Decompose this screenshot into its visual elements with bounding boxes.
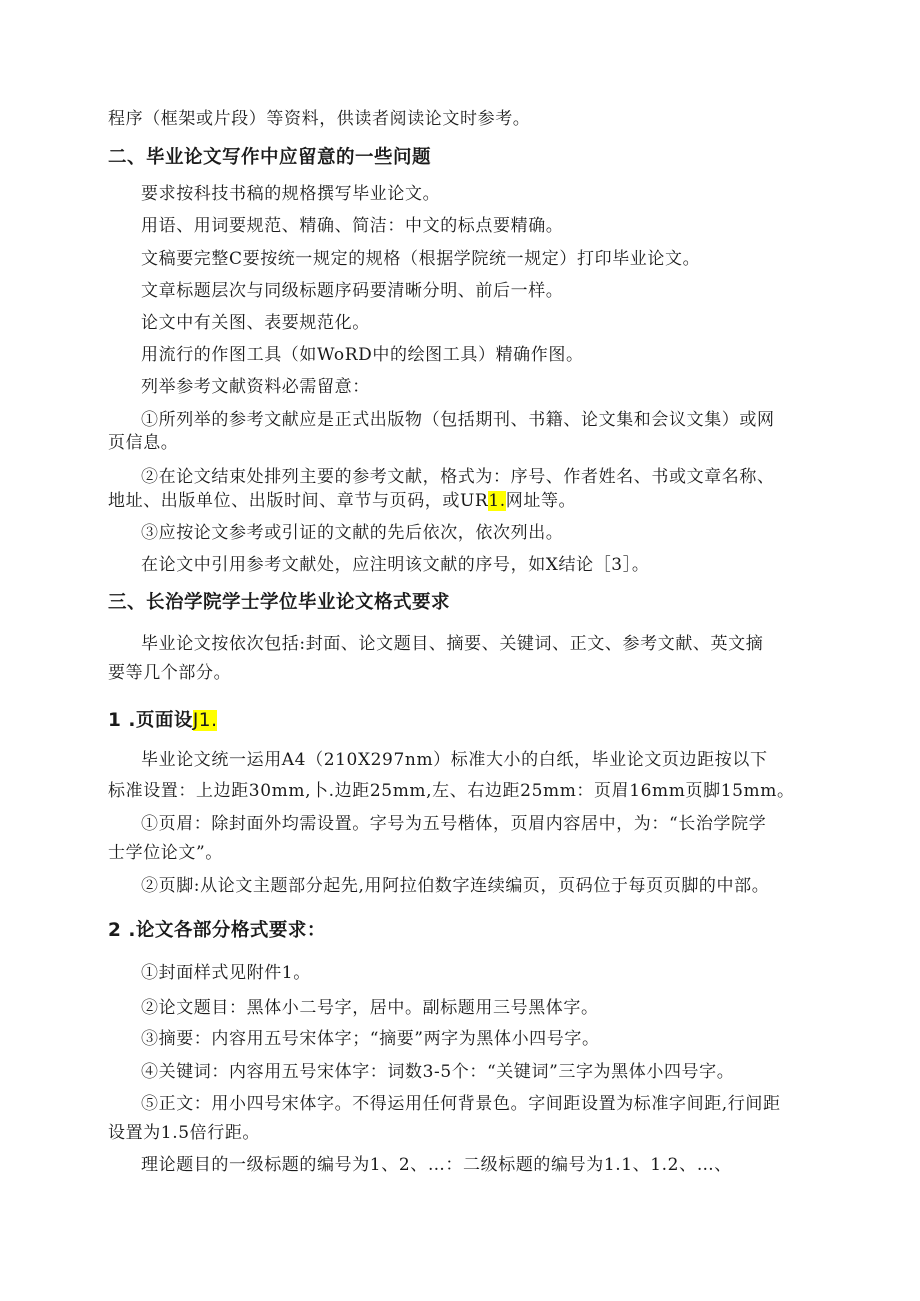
body-text-line: 理论题目的一级标题的编号为1、2、…：二级标题的编号为1.1、1.2、…、 (141, 1155, 732, 1175)
subsection-heading-2: 2 .论文各部分格式要求： (108, 920, 326, 941)
section-heading-3: 三、长治学院学士学位毕业论文格式要求 (108, 592, 451, 613)
body-text-line: ①页眉：除封面外均需设置。字号为五号楷体，页眉内容居中，为：“长治学院学 (141, 814, 767, 834)
body-text-line: ③摘要：内容用五号宋体字；“摘要”两字为黑体小四号字。 (141, 1029, 600, 1049)
body-text-line (108, 490, 576, 512)
body-text-line: 文稿要完整C要按统一规定的规格（根据学院统一规定）打印毕业论文。 (141, 249, 701, 269)
body-text-line: 设置为1.5倍行距。 (108, 1123, 261, 1143)
body-text-line: 在论文中引用参考文献处，应注明该文献的序号，如X结论［3］。 (141, 555, 650, 575)
body-text-line: 程序（框架或片段）等资料，供读者阅读论文时参考。 (108, 109, 531, 129)
body-text-line: ⑤正文：用小四号宋体字。不得运用任何背景色。字间距设置为标准字间距,行间距 (141, 1094, 781, 1114)
body-text-line: ①所列举的参考文献应是正式出版物（包括期刊、书籍、论文集和会议文集）或网 (141, 410, 775, 430)
section-heading-2: 二、毕业论文写作中应留意的一些问题 (108, 147, 432, 168)
body-text-line: 列举参考文献资料必需留意： (141, 377, 370, 397)
body-text-line: ②在论文结束处排列主要的参考文献，格式为：序号、作者姓名、书或文章名称、 (141, 467, 775, 487)
body-text-line: 要等几个部分。 (108, 663, 232, 683)
body-text-line: ③应按论文参考或引证的文献的先后依次，依次列出。 (141, 523, 564, 543)
body-text-line: 要求按科技书稿的规格撰写毕业论文。 (141, 184, 441, 204)
highlighted-text: 1. (488, 491, 506, 511)
body-text-line: ②页脚:从论文主题部分起先,用阿拉伯数字连续编页，页码位于每页页脚的中部。 (141, 876, 770, 896)
body-text-line: 用语、用词要规范、精确、简洁：中文的标点要精确。 (141, 216, 564, 236)
body-text-line: 毕业论文按依次包括:封面、论文题目、摘要、关键词、正文、参考文献、英文摘 (141, 634, 764, 654)
body-text-line: ①封面样式见附件1。 (141, 963, 311, 983)
body-text-line: ②论文题目：黑体小二号字，居中。副标题用三号黑体字。 (141, 998, 599, 1018)
body-text-segment: 地址、出版单位、出版时间、章节与页码，或UR (108, 491, 489, 511)
body-text-segment: 网址等。 (505, 491, 577, 511)
body-text-line: 页信息。 (108, 433, 179, 453)
body-text-line: 士学位论文”。 (108, 843, 223, 863)
body-text-line: 标准设置：上边距30mm,卜.边距25mm,左、右边距25mm：页眉16mm页脚15mm。 (108, 781, 795, 801)
highlighted-text: J1. (192, 710, 218, 731)
body-text-line: 文章标题层次与同级标题序码要清晰分明、前后一样。 (141, 281, 564, 301)
body-text-line: 毕业论文统一运用A4（210X297nm）标准大小的白纸，毕业论文页边距按以下 (141, 750, 768, 770)
subsection-heading-1 (108, 709, 217, 733)
body-text-line: 论文中有关图、表要规范化。 (141, 313, 370, 333)
heading-text: 1 .页面设 (108, 710, 193, 731)
body-text-line: ④关键词：内容用五号宋体字：词数3-5个：“关键词”三字为黑体小四号字。 (141, 1062, 735, 1082)
body-text-line: 用流行的作图工具（如WoRD中的绘图工具）精确作图。 (141, 345, 584, 365)
